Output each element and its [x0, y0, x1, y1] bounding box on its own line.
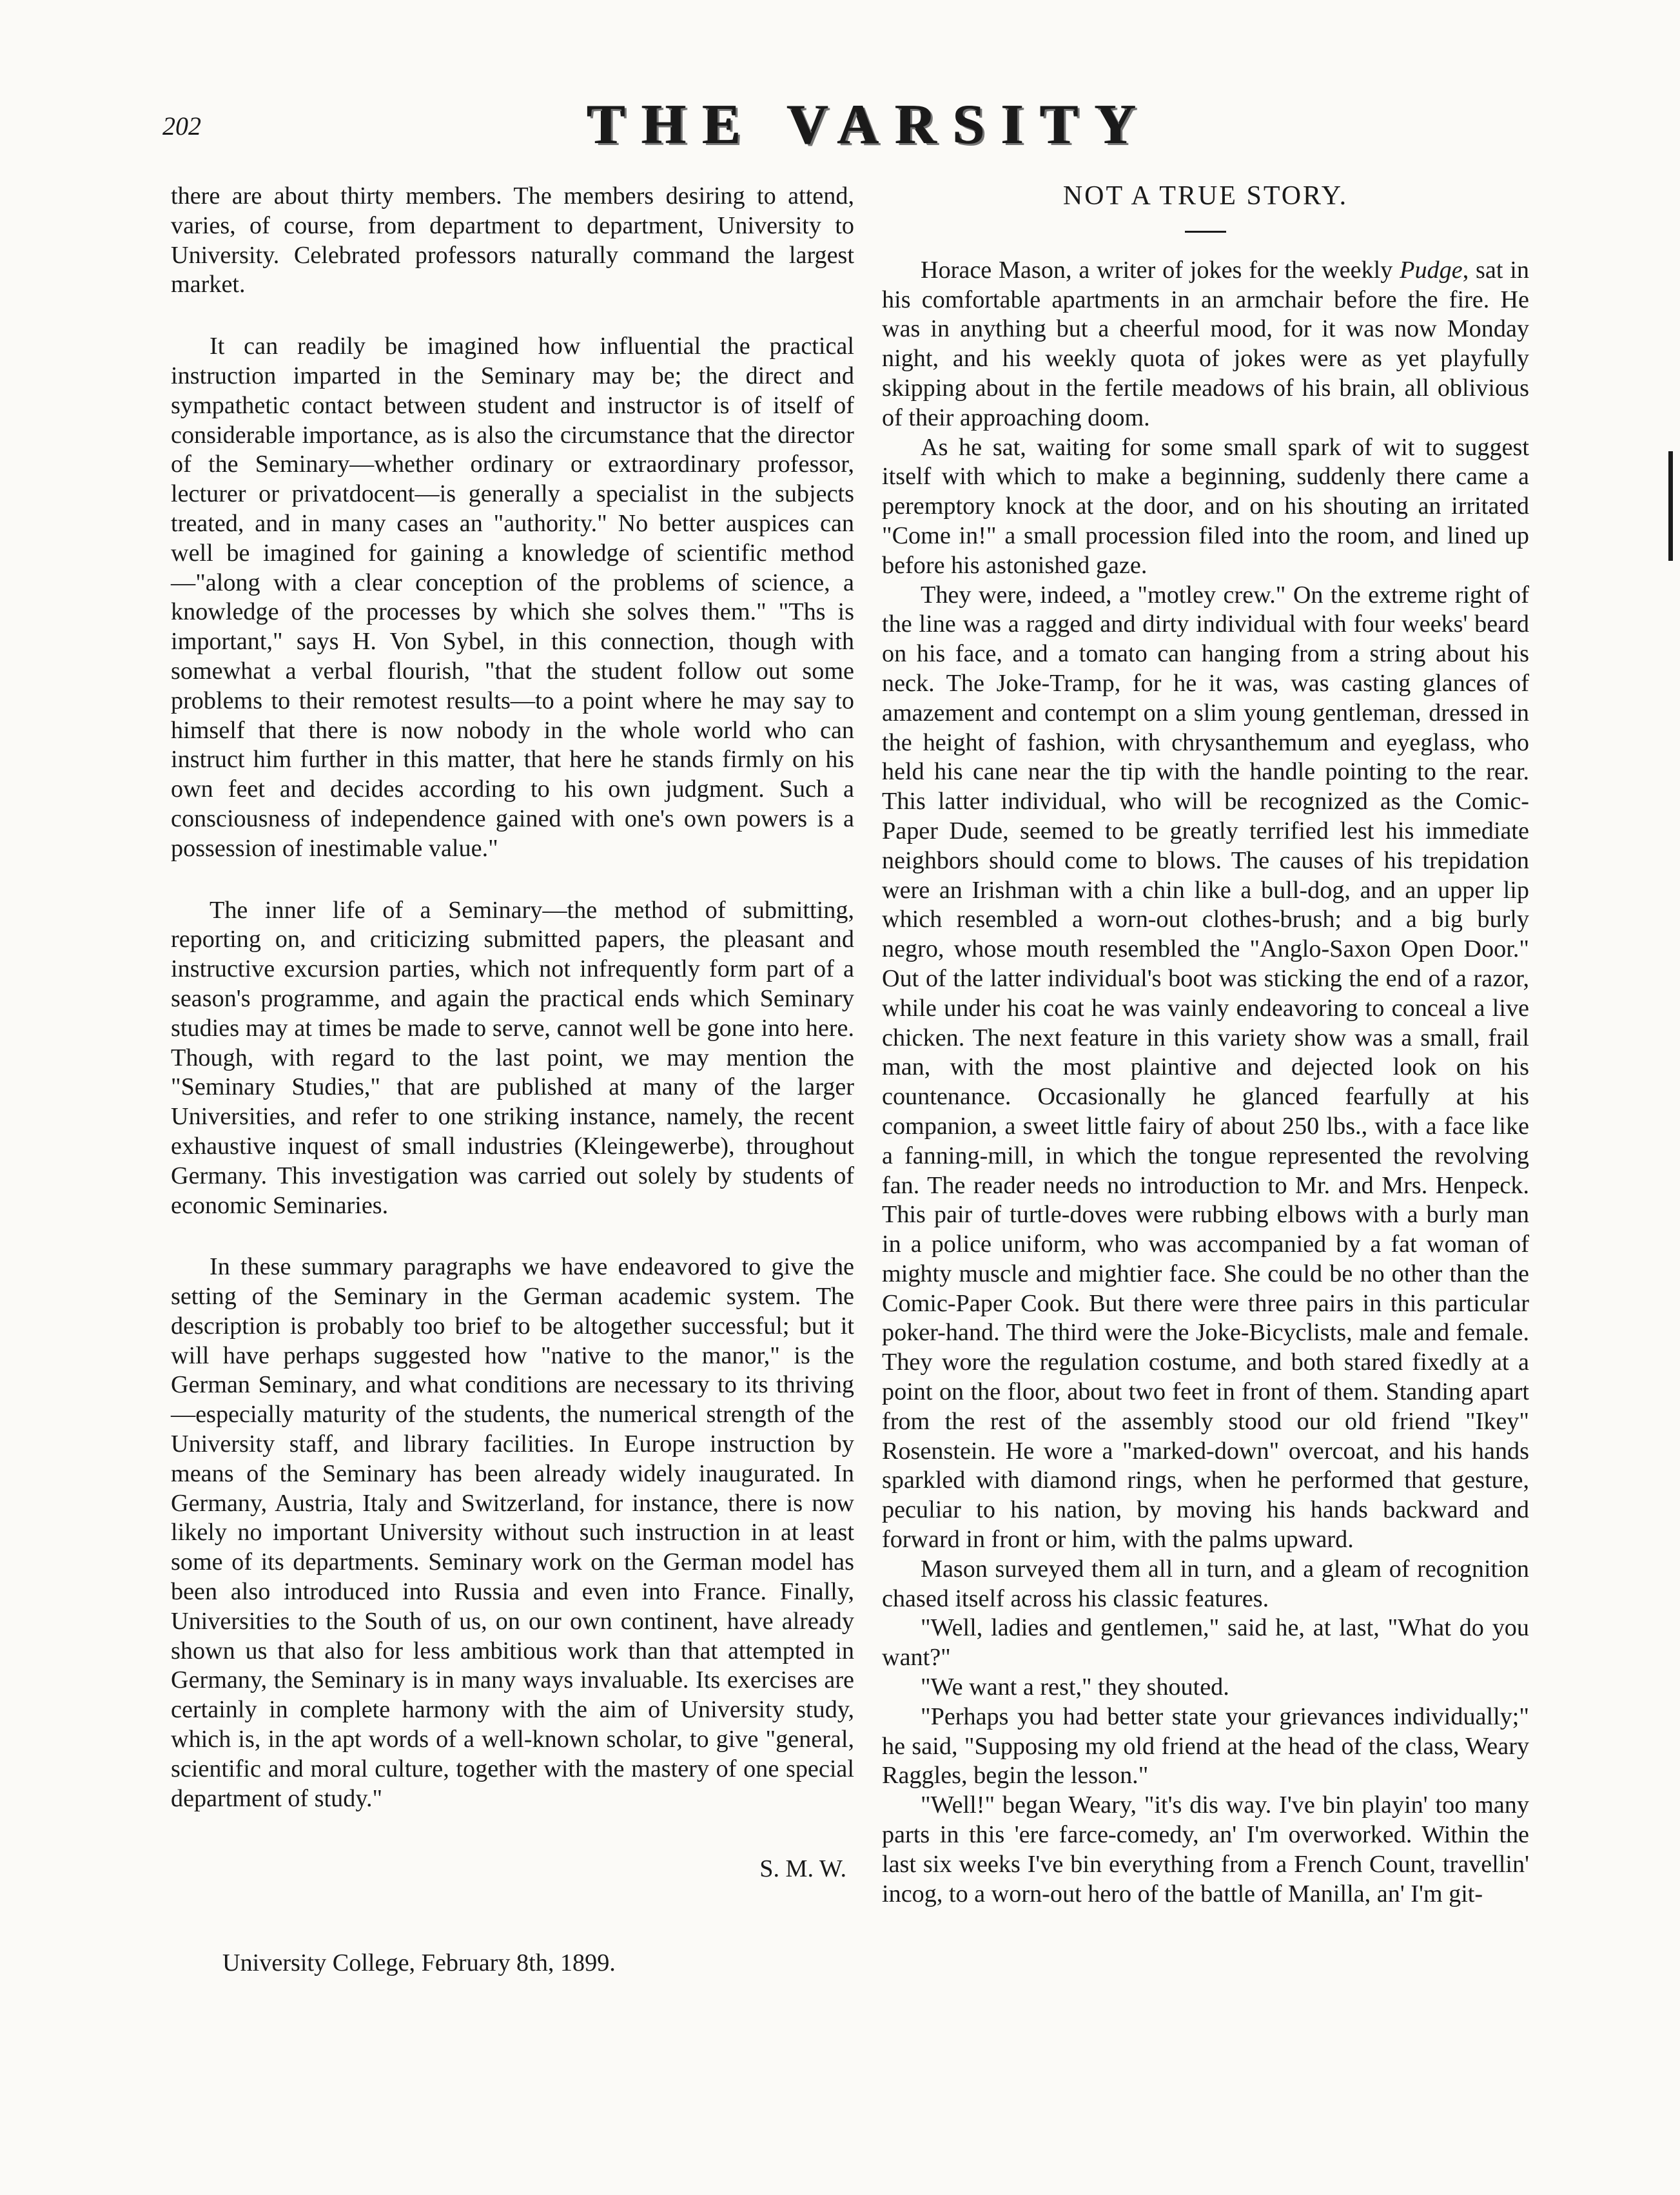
story-paragraph: "Well!" began Weary, "it's dis way. I've bin playin' too many parts in this 'ere farce-comedy, an' I'm overworked. Within the last six weeks I've bin everything from a French Count, travellin' incog, to a worn-out hero of the battle of Manilla, an' I'm git-: [882, 1791, 1529, 1907]
story-text: , sat in his comfortable apartments in an armchair before the fire. He was in anything but a cheerful mood, for it was now Monday night, and his weekly quota of jokes were as yet playfully skipping about in the fertile meadows of his brain, all oblivious of their approaching doom.: [882, 256, 1529, 431]
title-rule: [1185, 231, 1226, 233]
left-column: [171, 182, 854, 1978]
page-number: 202: [162, 112, 201, 141]
seminary-paragraph: It can readily be imagined how influential the practical instruction imparted in the Seminary may be; the direct and sympathetic contact between student and instructor is of itself of considerable importance, as is also the circumstance that the director of the Seminary—whether ordinary or extraordinary professor, lecturer or privatdocent—is generally a specialist in the subjects treated, and in many cases an "authority." No better auspices can well be imagined for gaining a knowledge of scientific method—"along with a clear conception of the problems of science, a knowledge of the processes by which she solves them." "Ths is important," says H. Von Sybel, in this connection, though with somewhat a verbal flourish, "that the student follow out some problems to their remotest results—to a point where he may say to himself that there is now nobody in the whole world who can instruct him further in this matter, that here he stands firmly on his own feet and decides according to his own judgment. Such a consciousness of independence gained with one's own powers is a possession of inestimable value.": [171, 333, 854, 862]
author-signature: S. M. W.: [759, 1855, 846, 1883]
seminary-paragraph: The inner life of a Seminary—the method of submitting, reporting on, and criticizing submitted papers, the pleasant and instructive excursion parties, which not infrequently form part of a season's programme, and again the practical ends which Seminary studies may at times be made to serve, cannot well be gone into here. Though, with regard to the last point, we may mention the "Seminary Studies," that are published at many of the larger Universities, and refer to one striking instance, namely, the recent exhaustive inquest of small industries (Kleingewerbe), throughout Germany. This investigation was carried out solely by students of economic Seminaries.: [171, 896, 854, 1219]
story-paragraph: "We want a rest," they shouted.: [921, 1673, 1229, 1701]
story-text: Horace Mason, a writer of jokes for the weekly: [921, 256, 1400, 284]
story-title: NOT A TRUE STORY.: [1062, 181, 1349, 211]
story-paragraph: [882, 256, 1529, 433]
story-paragraph: As he sat, waiting for some small spark of wit to suggest itself with which to make a beginning, suddenly there came a peremptory knock at the door, and on his shouting an irritated "Come in!" a small procession filed into the room, and lined up before his astonished gaze.: [882, 433, 1529, 579]
story-paragraph: Mason surveyed them all in turn, and a gleam of recognition chased itself across his classic features.: [882, 1555, 1529, 1612]
story-paragraph: "Perhaps you had better state your grievances individually;" he said, "Supposing my old friend at the head of the class, Weary Raggles, begin the lesson.": [882, 1702, 1529, 1790]
dateline: University College, February 8th, 1899.: [222, 1949, 616, 1977]
story-paragraph: "Well, ladies and gentlemen," said he, at last, "What do you want?": [882, 1614, 1529, 1672]
right-column: [882, 182, 1529, 1909]
seminary-paragraph: there are about thirty members. The members desiring to attend, varies, of course, from department to department, University to University. Celebrated professors naturally command the largest market.: [171, 182, 854, 298]
edge-mark: [1668, 451, 1673, 561]
masthead-title: THE VARSITY: [587, 93, 1153, 156]
publication-name: Pudge: [1400, 256, 1463, 284]
story-paragraph: They were, indeed, a "motley crew." On the extreme right of the line was a ragged and dirty individual with four weeks' beard on his face, and a tomato can hanging from a string about his neck. The Joke-Tramp, for he it was, was casting glances of amazement and contempt on a slim young gentleman, dressed in the height of fashion, with chrysanthemum and eyeglass, who held his cane near the tip with the handle pointing to the rear. This latter individual, who will be recognized as the Comic-Paper Dude, seemed to be greatly terrified lest his immediate neighbors should come to blows. The causes of his trepidation were an Irishman with a chin like a bull-dog, and an upper lip which resembled a worn-out clothes-brush; and a big burly negro, whose mouth resembled the "Anglo-Saxon Open Door." Out of the latter individual's boot was sticking the end of a razor, while under his coat he was vainly endeavoring to conceal a live chicken. The next feature in this variety show was a small, frail man, with the most plaintive and dejected look on his countenance. Occasionally he glanced fearfully at his companion, a sweet little fairy of about 250 lbs., with a face like a fanning-mill, in which the tongue represented the revolving fan. The reader needs no introduction to Mr. and Mrs. Henpeck. This pair of turtle-doves were rubbing elbows with a burly man in a police uniform, who was accompanied by a fat woman of mighty muscle and mightier face. She could be no other than the Comic-Paper Cook. But there were three pairs in this particular poker-hand. The third were the Joke-Bicyclists, male and female. They wore the regulation costume, and both stared fixedly at a point on the floor, about two feet in front of them. Standing apart from the rest of the assembly stood our old friend "Ikey" Rosenstein. He wore a "marked-down" overcoat, and his hands sparkled with diamond rings, when he performed that gesture, peculiar to his nation, by moving his hands backward and forward in front or him, with the palms upward.: [882, 581, 1529, 1554]
seminary-paragraph: In these summary paragraphs we have endeavored to give the setting of the Seminary in the German academic system. The description is probably too brief to be altogether successful; but it will have perhaps suggested how "native to the manor," is the German Seminary, and what conditions are necessary to its thriving—especially maturity of the students, the numerical strength of the University staff, and library facilities. In Europe instruction by means of the Seminary has been already widely inaugurated. In Germany, Austria, Italy and Switzerland, for instance, there is now likely no important University without such instruction in at least some of its departments. Seminary work on the German model has been also introduced into Russia and even into France. Finally, Universities to the South of us, on our own continent, have already shown us that also for less ambitious work than that attempted in Germany, the Seminary is in many ways invaluable. Its exercises are certainly in complete harmony with the aim of University study, which is, in the apt words of a well-known scholar, to give "general, scientific and moral culture, together with the mastery of one special department of study.": [171, 1253, 854, 1812]
